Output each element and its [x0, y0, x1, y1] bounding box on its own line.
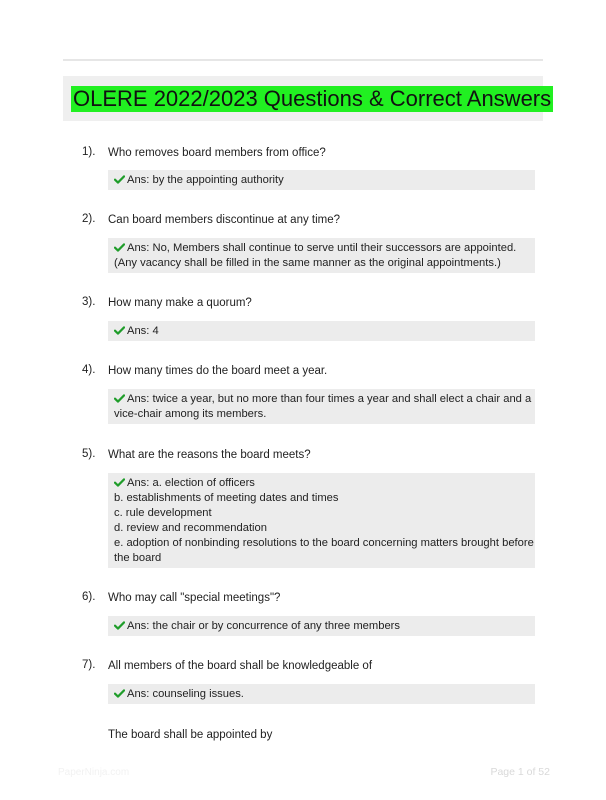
answer-line: b. establishments of meeting dates and times — [114, 492, 339, 504]
check-icon — [114, 243, 125, 252]
answer-line — [114, 173, 529, 188]
answer-text: Ans: 4 — [127, 325, 159, 337]
answer-line — [114, 324, 529, 339]
answer-text: Ans: by the appointing authority — [127, 174, 284, 186]
question-text: All members of the board shall be knowledgeable of — [108, 660, 373, 672]
answer-text: Ans: a. election of officers — [127, 477, 255, 489]
question-text: What are the reasons the board meets? — [108, 449, 311, 461]
check-icon — [114, 394, 125, 403]
question-text: How many make a quorum? — [108, 297, 252, 309]
answer-text: Ans: twice a year, but no more than four times a year and shall elect a chair and a — [127, 393, 532, 405]
answer-text: Ans: the chair or by concurrence of any three members — [127, 620, 400, 632]
question-text: How many times do the board meet a year. — [108, 365, 328, 377]
question-number: 4). — [82, 364, 96, 376]
question-number: 7). — [82, 659, 96, 671]
answer-line: the board — [114, 552, 162, 564]
answer-line: d. review and recommendation — [114, 522, 267, 534]
question-text: Who may call "special meetings"? — [108, 592, 281, 604]
answer-line — [114, 687, 529, 702]
check-icon — [114, 326, 125, 335]
answer-line — [114, 619, 529, 634]
question-number: 5). — [82, 448, 96, 460]
answer-text: Ans: counseling issues. — [127, 688, 244, 700]
trailing-question-text: The board shall be appointed by — [108, 729, 273, 741]
answer-box — [108, 238, 535, 273]
check-icon — [114, 478, 125, 487]
question-text: Who removes board members from office? — [108, 147, 326, 159]
answer-line — [114, 392, 532, 407]
answer-line: c. rule development — [114, 507, 212, 519]
answer-line: vice-chair among its members. — [114, 408, 267, 420]
question-number: 6). — [82, 591, 96, 603]
answer-box — [108, 170, 535, 190]
answer-line — [114, 476, 529, 491]
document-title: OLERE 2022/2023 Questions & Correct Answers — [73, 86, 552, 111]
answer-box — [108, 616, 535, 636]
answer-box — [108, 473, 535, 568]
page-number: Page 1 of 52 — [490, 766, 550, 778]
top-divider — [63, 59, 543, 61]
answer-text: Ans: No, Members shall continue to serve until their successors are appointed. — [127, 242, 517, 254]
question-number: 3). — [82, 296, 96, 308]
answer-line: (Any vacancy shall be filled in the same manner as the original appointments.) — [114, 257, 501, 269]
answer-box — [108, 389, 535, 424]
check-icon — [114, 175, 125, 184]
answer-box — [108, 321, 535, 341]
question-text: Can board members discontinue at any time? — [108, 214, 341, 226]
title-banner — [63, 76, 552, 121]
check-icon — [114, 689, 125, 698]
check-icon — [114, 621, 125, 630]
answer-line: e. adoption of nonbinding resolutions to the board concerning matters brought before — [114, 537, 534, 549]
question-number: 2). — [82, 213, 96, 225]
footer-source: PaperNinja.com — [58, 767, 130, 778]
answer-line — [114, 241, 529, 256]
question-number: 1). — [82, 146, 96, 158]
answer-box — [108, 684, 535, 704]
